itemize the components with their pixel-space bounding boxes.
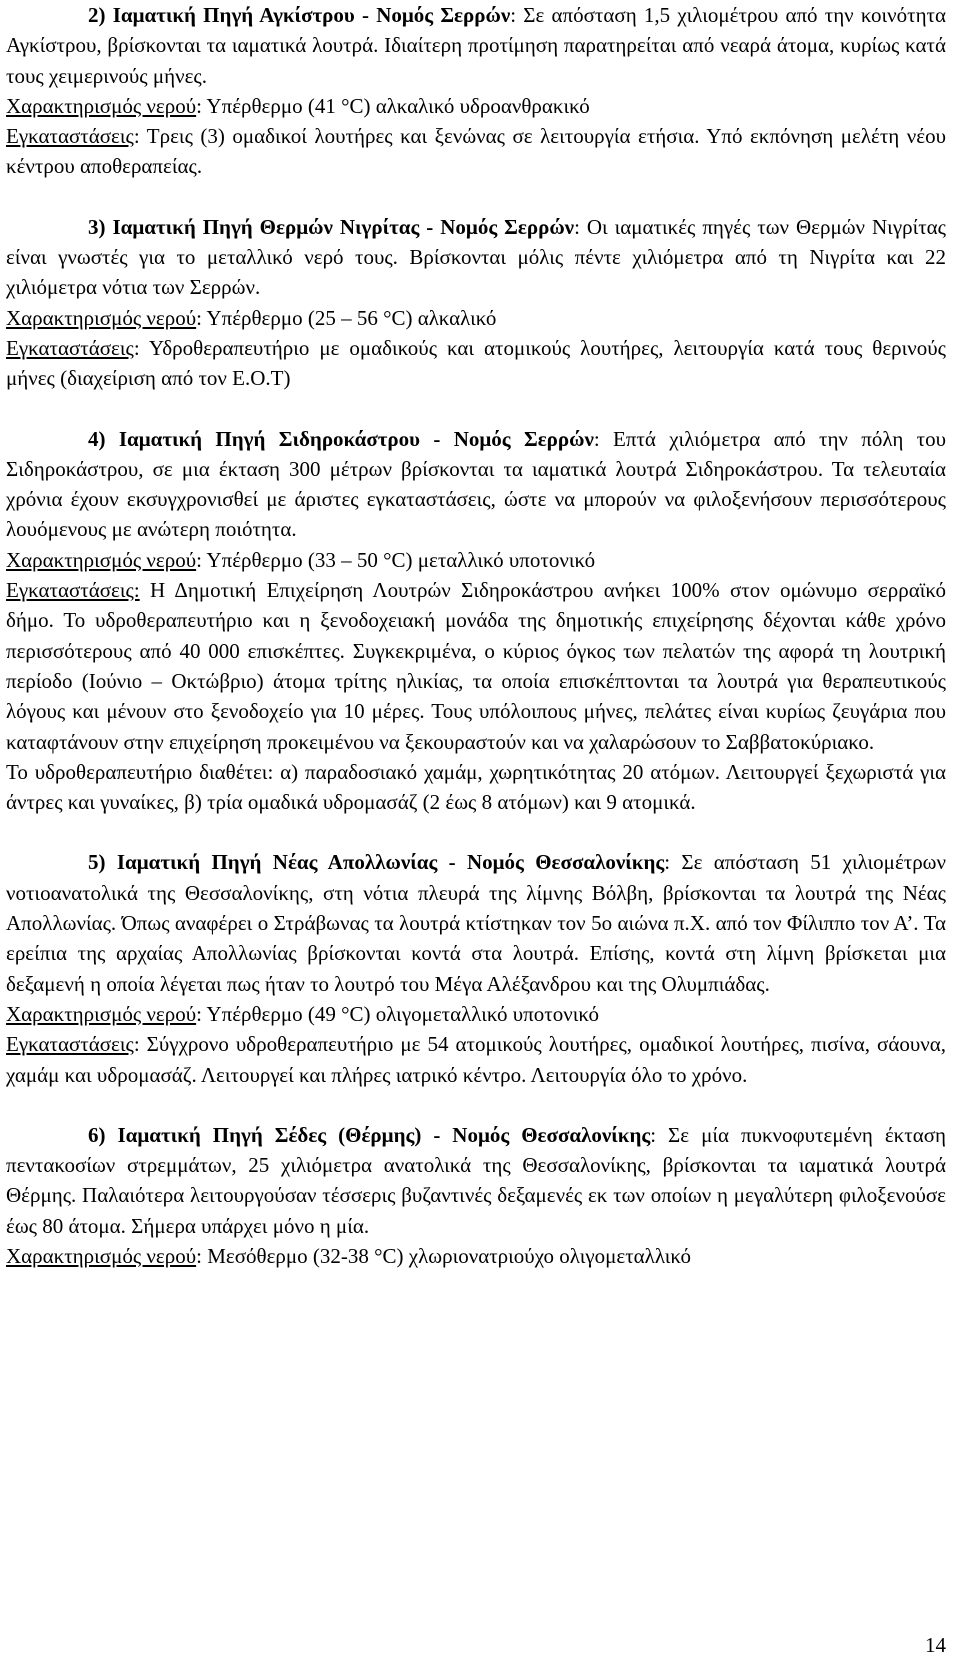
section-5-intro [6, 847, 946, 998]
section-5-facilities-text: : Σύγχρονο υδροθεραπευτήριο με 54 ατομικούς λουτήρες, ομαδικοί λουτήρες, πισίνα, σάουνα, χαμάμ και υδρομασάζ. Λειτουργεί και πλήρες ιατρικό κέντρο. Λειτουργία όλο το χρόνο. [6, 1032, 946, 1087]
section-3-water-text: : Υπέρθερμο (25 – 56 °C) αλκαλικό [196, 305, 497, 330]
section-4-facilities-text: Η Δημοτική Επιχείρηση Λουτρών Σιδηροκάστρου ανήκει 100% στον ομώνυμο σερραϊκό δήμο. Το υδροθεραπευτήριο και η ξενοδοχειακή μονάδα της δημοτικής επιχείρησης δέχονται κάθε χρόνο περισσότερους από 40 000 επισκέπτες. Συγκεκριμένα, ο κύριος όγκος των πελατών της αφορά τη λουτρική περίοδο (Ιούνιο – Οκτώβριο) άτομα τρίτης ηλικίας, τα οποία επισκέπτονται τα λουτρά για θεραπευτικούς λόγους και μένουν στο ξενοδοχείο για 10 μέρες. Τους υπόλοιπους μήνες, πελάτες είναι κυρίως ζευγάρια που καταφτάνουν στην επιχείρηση προκειμένου να ξεκουραστούν και να χαλαρώσουν το Σαββατοκύριακο. [6, 578, 946, 754]
section-5-heading: 5) Ιαματική Πηγή Νέας Απολλωνίας - Νομός Θεσσαλονίκης [88, 850, 665, 875]
section-3-facilities-text: : Υδροθεραπευτήριο με ομαδικούς και ατομικούς λουτήρες, λειτουργία κατά τους θερινούς μήνες (διαχείριση από τον Ε.Ο.Τ) [6, 335, 946, 391]
section-3-intro [6, 212, 946, 303]
section-5-facilities-label: Εγκαταστάσεις [6, 1032, 134, 1057]
section-2-facilities-text: : Τρεις (3) ομαδικοί λουτήρες και ξενώνας σε λειτουργία ετήσια. Υπό εκπόνηση μελέτη νέου κέντρου αποθεραπείας. [6, 124, 946, 179]
section-2-heading: 2) Ιαματική Πηγή Αγκίστρου - Νομός Σερρών [88, 3, 511, 27]
section-5-water-label: Χαρακτηρισμός νερού [6, 1001, 197, 1026]
section-2-water-text: : Υπέρθερμο (41 °C) αλκαλικό υδροανθρακικό [196, 93, 590, 118]
section-5-intro-text: : Σε απόσταση 51 χιλιομέτρων νοτιοανατολικά της Θεσσαλονίκης, στη νότια πλευρά της λίμνης Βόλβη, βρίσκονται τα λουτρά της Νέας Απολλωνίας. Όπως αναφέρει ο Στράβωνας τα λουτρά κτίστηκαν τον 5ο αιώνα π.Χ. από τον Φίλιππο τον Α’. Τα ερείπια της αρχαίας Απολλωνίας βρίσκονται κοντά στα λουτρά. Επίσης, κοντά στη λίμνη βρίσκεται μια δεξαμενή η οποία λέγεται πως ήταν το λουτρό του Μέγα Αλέξανδρου και της Ολυμπιάδας. [6, 850, 946, 996]
section-spacer [6, 182, 946, 212]
section-4-intro [6, 424, 946, 545]
section-4-extra [6, 757, 946, 818]
section-6-water-text: : Μεσόθερμο (32-38 °C) χλωριονατριούχο ολιγομεταλλικό [196, 1243, 692, 1268]
section-4-water-text: : Υπέρθερμο (33 – 50 °C) μεταλλικό υποτονικό [196, 547, 596, 572]
section-2-water [6, 91, 946, 121]
section-4-facilities-label: Εγκαταστάσεις: [6, 578, 140, 603]
section-spacer [6, 1090, 946, 1120]
page-number: 14 [925, 1633, 946, 1657]
section-4-extra-text: Το υδροθεραπευτήριο διαθέτει: α) παραδοσιακό χαμάμ, χωρητικότητας 20 ατόμων. Λειτουργεί ξεχωριστά για άντρες και γυναίκες, β) τρία ομαδικά υδρομασάζ (2 έως 8 ατόμων) και 9 ατομικά. [6, 759, 946, 815]
section-3-intro-text: : Οι ιαματικές πηγές των Θερμών Νιγρίτας είναι γνωστές για το μεταλλικό νερό τους. Βρίσκονται μόλις πέντε χιλιόμετρα από τη Νιγρίτα και 22 χιλιόμετρα νότια των Σερρών. [6, 214, 946, 300]
section-2-intro [6, 0, 946, 91]
section-4-intro-text: : Επτά χιλιόμετρα από την πόλη του Σιδηροκάστρου, σε μια έκταση 300 μέτρων βρίσκονται τα ιαματικά λουτρά Σιδηροκάστρου. Τα τελευταία χρόνια έχουν εκσυγχρονισθεί με άριστες εγκαταστάσεις, ώστε να μπορούν να φιλοξενήσουν περισσότερους λουόμενους με ανώτερη ποιότητα. [6, 426, 946, 542]
section-5-facilities [6, 1029, 946, 1090]
section-3-water [6, 303, 946, 333]
section-spacer [6, 394, 946, 424]
section-3-facilities-label: Εγκαταστάσεις [6, 335, 134, 360]
section-2-intro-text: : Σε απόσταση 1,5 χιλιομέτρου από την κοινότητα Αγκίστρου, βρίσκονται τα ιαματικά λουτρά. Ιδιαίτερη προτίμηση παρατηρείται από νεαρά άτομα, κυρίως κατά τους χειμερινούς μήνες. [6, 3, 946, 88]
section-2-facilities [6, 121, 946, 182]
section-3-water-label: Χαρακτηρισμός νερού [6, 305, 197, 330]
section-5-water-text: : Υπέρθερμο (49 °C) ολιγομεταλλικό υποτονικό [196, 1001, 599, 1026]
document-page [6, 0, 946, 1271]
section-4-water [6, 545, 946, 575]
section-4-water-label: Χαρακτηρισμός νερού [6, 547, 197, 572]
section-4-heading: 4) Ιαματική Πηγή Σιδηροκάστρου - Νομός Σερρών [88, 426, 594, 451]
section-6-water [6, 1241, 946, 1271]
section-2-water-label: Χαρακτηρισμός νερού [6, 93, 197, 118]
section-6-intro-text: : Σε μία πυκνοφυτεμένη έκταση πεντακοσίων στρεμμάτων, 25 χιλιόμετρα ανατολικά της Θεσσαλονίκης, βρίσκονται τα ιαματικά λουτρά Θέρμης. Παλαιότερα λειτουργούσαν τέσσερις βυζαντινές δεξαμενές εκ των οποίων η μεγαλύτερη φιλοξενούσε έως 80 άτομα. Σήμερα υπάρχει μόνο η μία. [6, 1122, 946, 1238]
section-2-facilities-label: Εγκαταστάσεις [6, 124, 134, 149]
section-4-facilities [6, 575, 946, 757]
section-6-heading: 6) Ιαματική Πηγή Σέδες (Θέρμης) - Νομός Θεσσαλονίκης [88, 1122, 651, 1147]
section-3-heading: 3) Ιαματική Πηγή Θερμών Νιγρίτας - Νομός Σερρών [88, 214, 575, 239]
section-6-water-label: Χαρακτηρισμός νερού [6, 1243, 197, 1268]
section-spacer [6, 817, 946, 847]
section-3-facilities [6, 333, 946, 394]
section-6-intro [6, 1120, 946, 1241]
section-5-water [6, 999, 946, 1029]
